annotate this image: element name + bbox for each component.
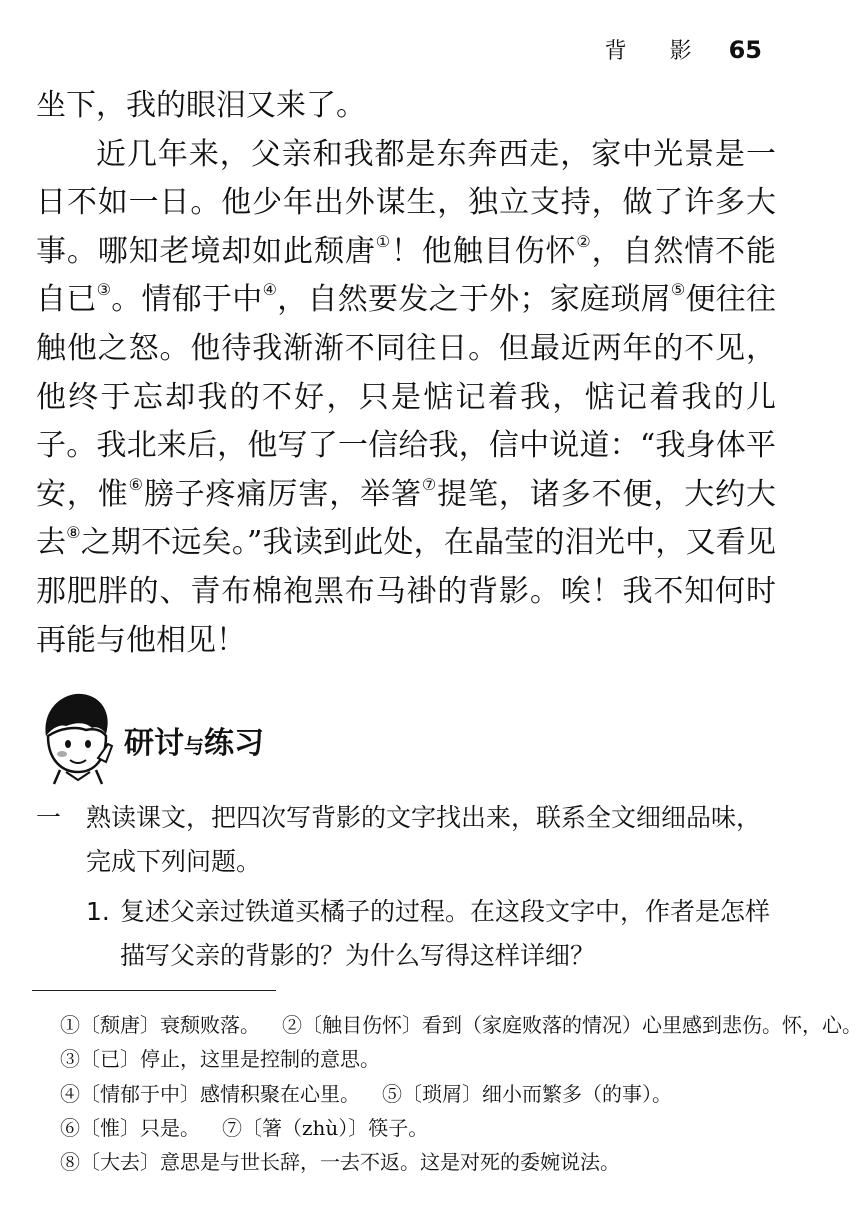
footnote-6: ⑥〔惟〕只是。 <box>60 1115 200 1140</box>
footnote-5: ⑤〔琐屑〕细小而繁多（的事）。 <box>382 1081 672 1106</box>
footnote-rule <box>32 990 276 991</box>
paragraph-2 <box>36 131 776 666</box>
footnote-row <box>60 1077 772 1111</box>
footnote-3: ③〔已〕停止，这里是控制的意思。 <box>60 1047 380 1072</box>
paragraph-1: 坐下，我的眼泪又来了。 <box>36 88 366 123</box>
title-part: 与 <box>184 734 204 758</box>
footnote-8: ⑧〔大去〕意思是与世长辞，一去不返。这是对死的委婉说法。 <box>60 1150 620 1175</box>
main-text <box>36 82 776 665</box>
footnote-4: ④〔情郁于中〕感情积聚在心里。 <box>60 1081 360 1106</box>
exercise-1 <box>36 796 776 978</box>
footnote-ref-2: ② <box>576 231 592 251</box>
text-span: 提笔，诸多不便，大约大去 <box>36 476 777 561</box>
footnote-1: ①〔颓唐〕衰颓败落。 <box>60 1013 260 1037</box>
section-header <box>36 688 436 788</box>
text-span: 。情郁于中 <box>111 282 263 318</box>
sub-question-number: 1. <box>86 897 110 926</box>
footnote-ref-1: ① <box>375 231 392 251</box>
title-part: 研讨 <box>124 726 184 761</box>
text-span: ，自然要发之于外；家庭琐屑 <box>277 282 671 318</box>
text-span: ，自然情不能自已 <box>36 233 777 318</box>
text-span: 之期不远矣。”我读到此处，在晶莹的泪光中，又看见那肥胖的、青布棉袍黑布马褂的背影。唉！我不知何时再能与他相见！ <box>36 525 777 658</box>
footnote-row <box>60 1008 862 1042</box>
exercise-number: 一 <box>36 803 62 832</box>
footnote-ref-5: ⑤ <box>670 280 686 300</box>
footnote-row <box>60 1042 772 1076</box>
text-span: 便往往触他之怒。他待我渐渐不同往日。但最近两年的不见，他终于忘却我的不好，只是惦记着我，惦记着我的儿子。我北来后，他写了一信给我，信中说道：“我身体平安，惟 <box>36 282 777 512</box>
text-span: 膀子疼痛厉害，举箸 <box>143 476 422 512</box>
footnotes <box>60 1008 862 1179</box>
running-title: 背 影 <box>604 39 710 64</box>
footnote-ref-6: ⑥ <box>128 474 144 494</box>
footnote-ref-8: ⑧ <box>66 523 81 543</box>
exercise-text: 熟读课文，把四次写背影的文字找出来，联系全文细细品味，完成下列问题。 <box>86 803 762 876</box>
footnote-row <box>60 1111 772 1145</box>
title-part: 练习 <box>204 726 264 761</box>
sub-question-1 <box>86 890 776 978</box>
footnote-7: ⑦〔箸（zhù）〕筷子。 <box>222 1115 429 1140</box>
footnote-ref-7: ⑦ <box>421 474 438 494</box>
page-header <box>605 34 762 65</box>
footnote-ref-3: ③ <box>96 280 112 300</box>
student-mascot-icon <box>36 688 120 784</box>
footnote-ref-4: ④ <box>262 280 278 300</box>
section-title <box>124 718 264 762</box>
footnote-2: ②〔触目伤怀〕看到（家庭败落的情况）心里感到悲伤。怀，心。 <box>282 1013 862 1037</box>
text-span: 近几年来，父亲和我都是东奔西走，家中光景是一日不如一日。他少年出外谋生，独立支持，做了许多大事。哪知老境却如此颓唐 <box>36 136 776 269</box>
sub-question-text: 复述父亲过铁道买橘子的过程。在这段文字中，作者是怎样描写父亲的背影的？为什么写得这样详细？ <box>120 897 771 970</box>
page-number: 65 <box>728 36 762 64</box>
text-span: ！他触目伤怀 <box>391 233 577 269</box>
